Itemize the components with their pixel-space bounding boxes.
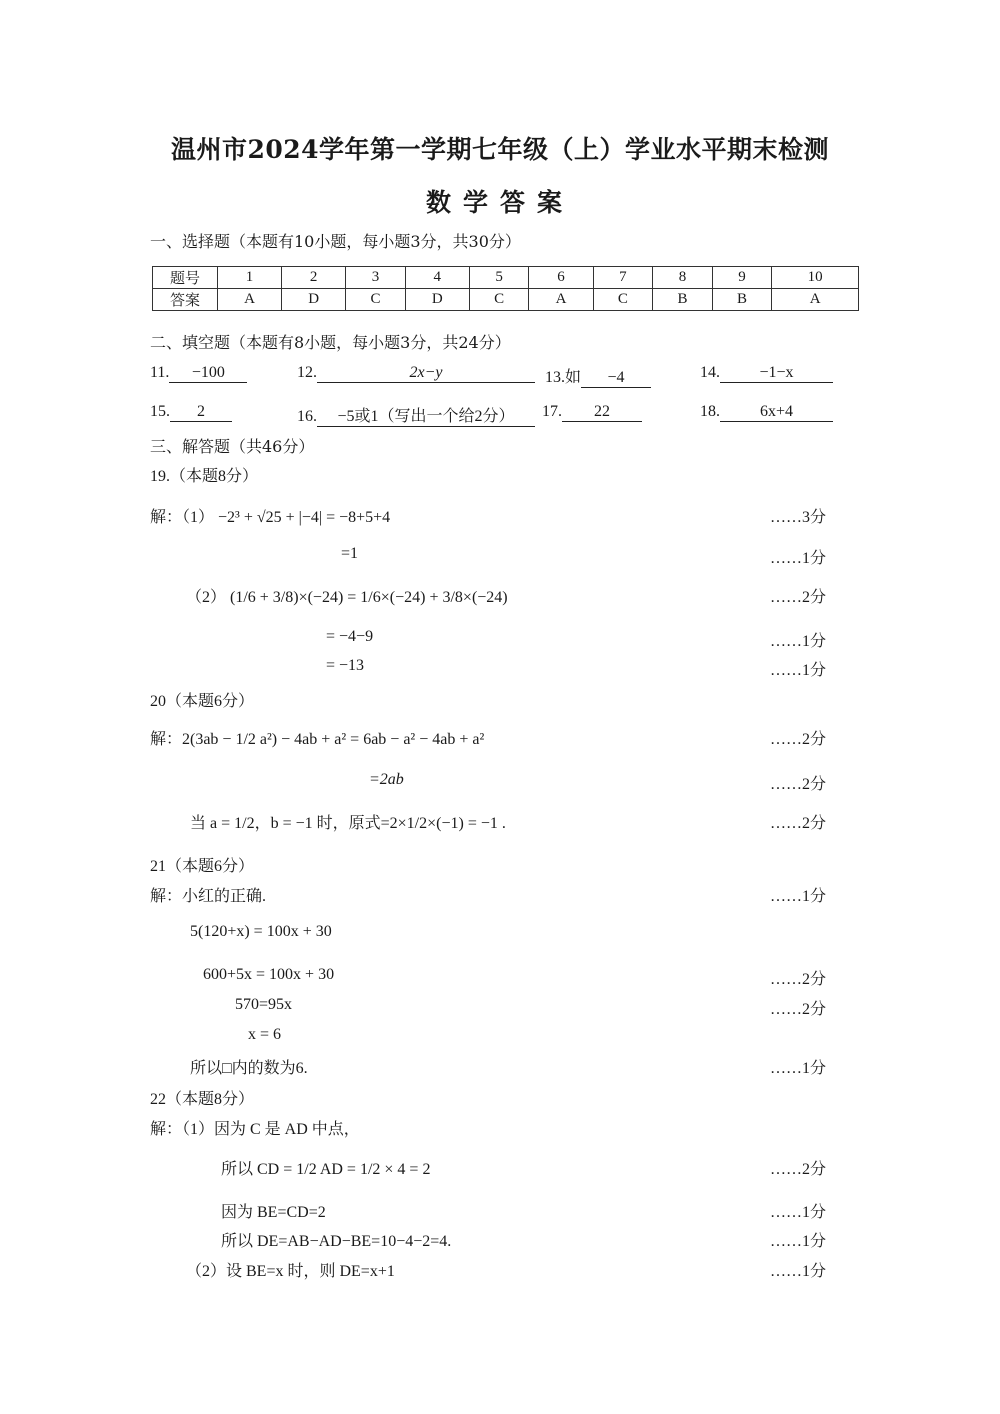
document-subtitle: 数学答案 (425, 188, 574, 217)
item-answer: −5或1（写出一个给2分） (317, 403, 535, 427)
table-cell: C (593, 289, 653, 311)
q21-title: 21（本题6分） (150, 858, 255, 875)
table-cell: B (712, 289, 772, 311)
score-mark: ……1分 (770, 1204, 827, 1221)
item-answer: 2 (170, 403, 232, 422)
q20-step-3: 当 a = 1/2，b = −1 时，原式=2×1/2×(−1) = −1 . (190, 815, 506, 832)
answer-table (152, 266, 859, 311)
q21-step-2: 5(120+x) = 100x + 30 (190, 923, 332, 940)
q22-step-2: 所以 CD = 1/2 AD = 1/2 × 4 = 2 (221, 1161, 431, 1178)
fill-item-17 (542, 403, 642, 422)
item-answer: 2x−y (317, 364, 535, 383)
document-title: 温州市2024学年第一学期七年级（上）学业水平期末检测 (170, 135, 830, 164)
table-cell: 7 (593, 267, 653, 289)
fill-item-18 (700, 403, 833, 422)
table-cell: 5 (469, 267, 529, 289)
score-mark: ……2分 (770, 589, 827, 606)
score-mark: ……3分 (770, 509, 827, 526)
q22-step-4: 所以 DE=AB−AD−BE=10−4−2=4. (221, 1233, 452, 1250)
item-number: 13.如 (545, 369, 582, 386)
table-cell: A (772, 289, 859, 311)
table-row-answers (153, 289, 859, 311)
table-cell: B (653, 289, 713, 311)
table-cell: 1 (218, 267, 282, 289)
item-number: 17. (542, 403, 562, 420)
section-2-heading: 二、填空题（本题有8小题，每小题3分，共24分） (150, 333, 511, 352)
fill-item-11 (150, 364, 247, 383)
table-cell: 3 (346, 267, 406, 289)
item-number: 18. (700, 403, 720, 420)
table-cell: 4 (405, 267, 469, 289)
q22-step-3: 因为 BE=CD=2 (221, 1204, 326, 1221)
score-mark: ……1分 (770, 1233, 827, 1250)
q21-step-1: 解：小红的正确. (150, 888, 267, 905)
fill-item-15 (150, 403, 232, 422)
item-answer: 6x+4 (720, 403, 833, 422)
q21-step-3: 600+5x = 100x + 30 (203, 966, 335, 983)
item-answer: −4 (581, 369, 651, 388)
item-number: 14. (700, 364, 720, 381)
score-mark: ……2分 (770, 1001, 827, 1018)
score-mark: ……2分 (770, 776, 827, 793)
score-mark: ……2分 (770, 815, 827, 832)
row-label: 答案 (153, 289, 218, 311)
section-1-heading: 一、选择题（本题有10小题，每小题3分，共30分） (150, 232, 521, 251)
q19-title: 19.（本题8分） (150, 468, 259, 485)
section-3-heading: 三、解答题（共46分） (150, 437, 315, 456)
table-cell: C (346, 289, 406, 311)
table-cell: C (469, 289, 529, 311)
q19-step-1: 解：（1） −2³ + √25 + |−4| = −8+5+4 (150, 509, 391, 526)
fill-item-12 (297, 364, 535, 383)
q22-step-5: （2）设 BE=x 时，则 DE=x+1 (186, 1263, 395, 1280)
q19-step-2: =1 (341, 545, 359, 562)
table-cell: 8 (653, 267, 713, 289)
table-cell: 10 (772, 267, 859, 289)
table-cell: 2 (282, 267, 346, 289)
q21-step-6: 所以□内的数为6. (190, 1060, 308, 1077)
score-mark: ……1分 (770, 1060, 827, 1077)
score-mark: ……2分 (770, 1161, 827, 1178)
item-number: 16. (297, 408, 317, 425)
row-label: 题号 (153, 267, 218, 289)
q19-step-3: （2） (1/6 + 3/8)×(−24) = 1/6×(−24) + 3/8×(−24) (186, 589, 508, 606)
table-cell: D (282, 289, 346, 311)
q22-step-1: 解：（1）因为 C 是 AD 中点， (150, 1121, 360, 1138)
score-mark: ……2分 (770, 971, 827, 988)
fill-item-14 (700, 364, 833, 383)
table-cell: 9 (712, 267, 772, 289)
fill-item-16 (297, 403, 535, 427)
q20-title: 20（本题6分） (150, 693, 255, 710)
q21-step-5: x = 6 (248, 1026, 282, 1043)
fill-item-13 (545, 364, 651, 388)
item-number: 12. (297, 364, 317, 381)
item-answer: −1−x (720, 364, 833, 383)
score-mark: ……1分 (770, 550, 827, 567)
score-mark: ……2分 (770, 731, 827, 748)
q22-title: 22（本题8分） (150, 1091, 255, 1108)
item-number: 15. (150, 403, 170, 420)
q20-step-1: 解：2(3ab − 1/2 a²) − 4ab + a² = 6ab − a² − 4ab + a² (150, 731, 485, 748)
table-cell: D (405, 289, 469, 311)
item-answer: 22 (562, 403, 642, 422)
item-number: 11. (150, 364, 170, 381)
q19-step-4: = −4−9 (326, 628, 374, 645)
table-cell: 6 (529, 267, 593, 289)
score-mark: ……1分 (770, 633, 827, 650)
item-answer: −100 (169, 364, 247, 383)
q19-step-5: = −13 (326, 657, 365, 674)
score-mark: ……1分 (770, 1263, 827, 1280)
q21-step-4: 570=95x (235, 996, 293, 1013)
score-mark: ……1分 (770, 662, 827, 679)
table-cell: A (529, 289, 593, 311)
table-cell: A (218, 289, 282, 311)
score-mark: ……1分 (770, 888, 827, 905)
q20-step-2: =2ab (369, 771, 404, 788)
table-row-numbers (153, 267, 859, 289)
